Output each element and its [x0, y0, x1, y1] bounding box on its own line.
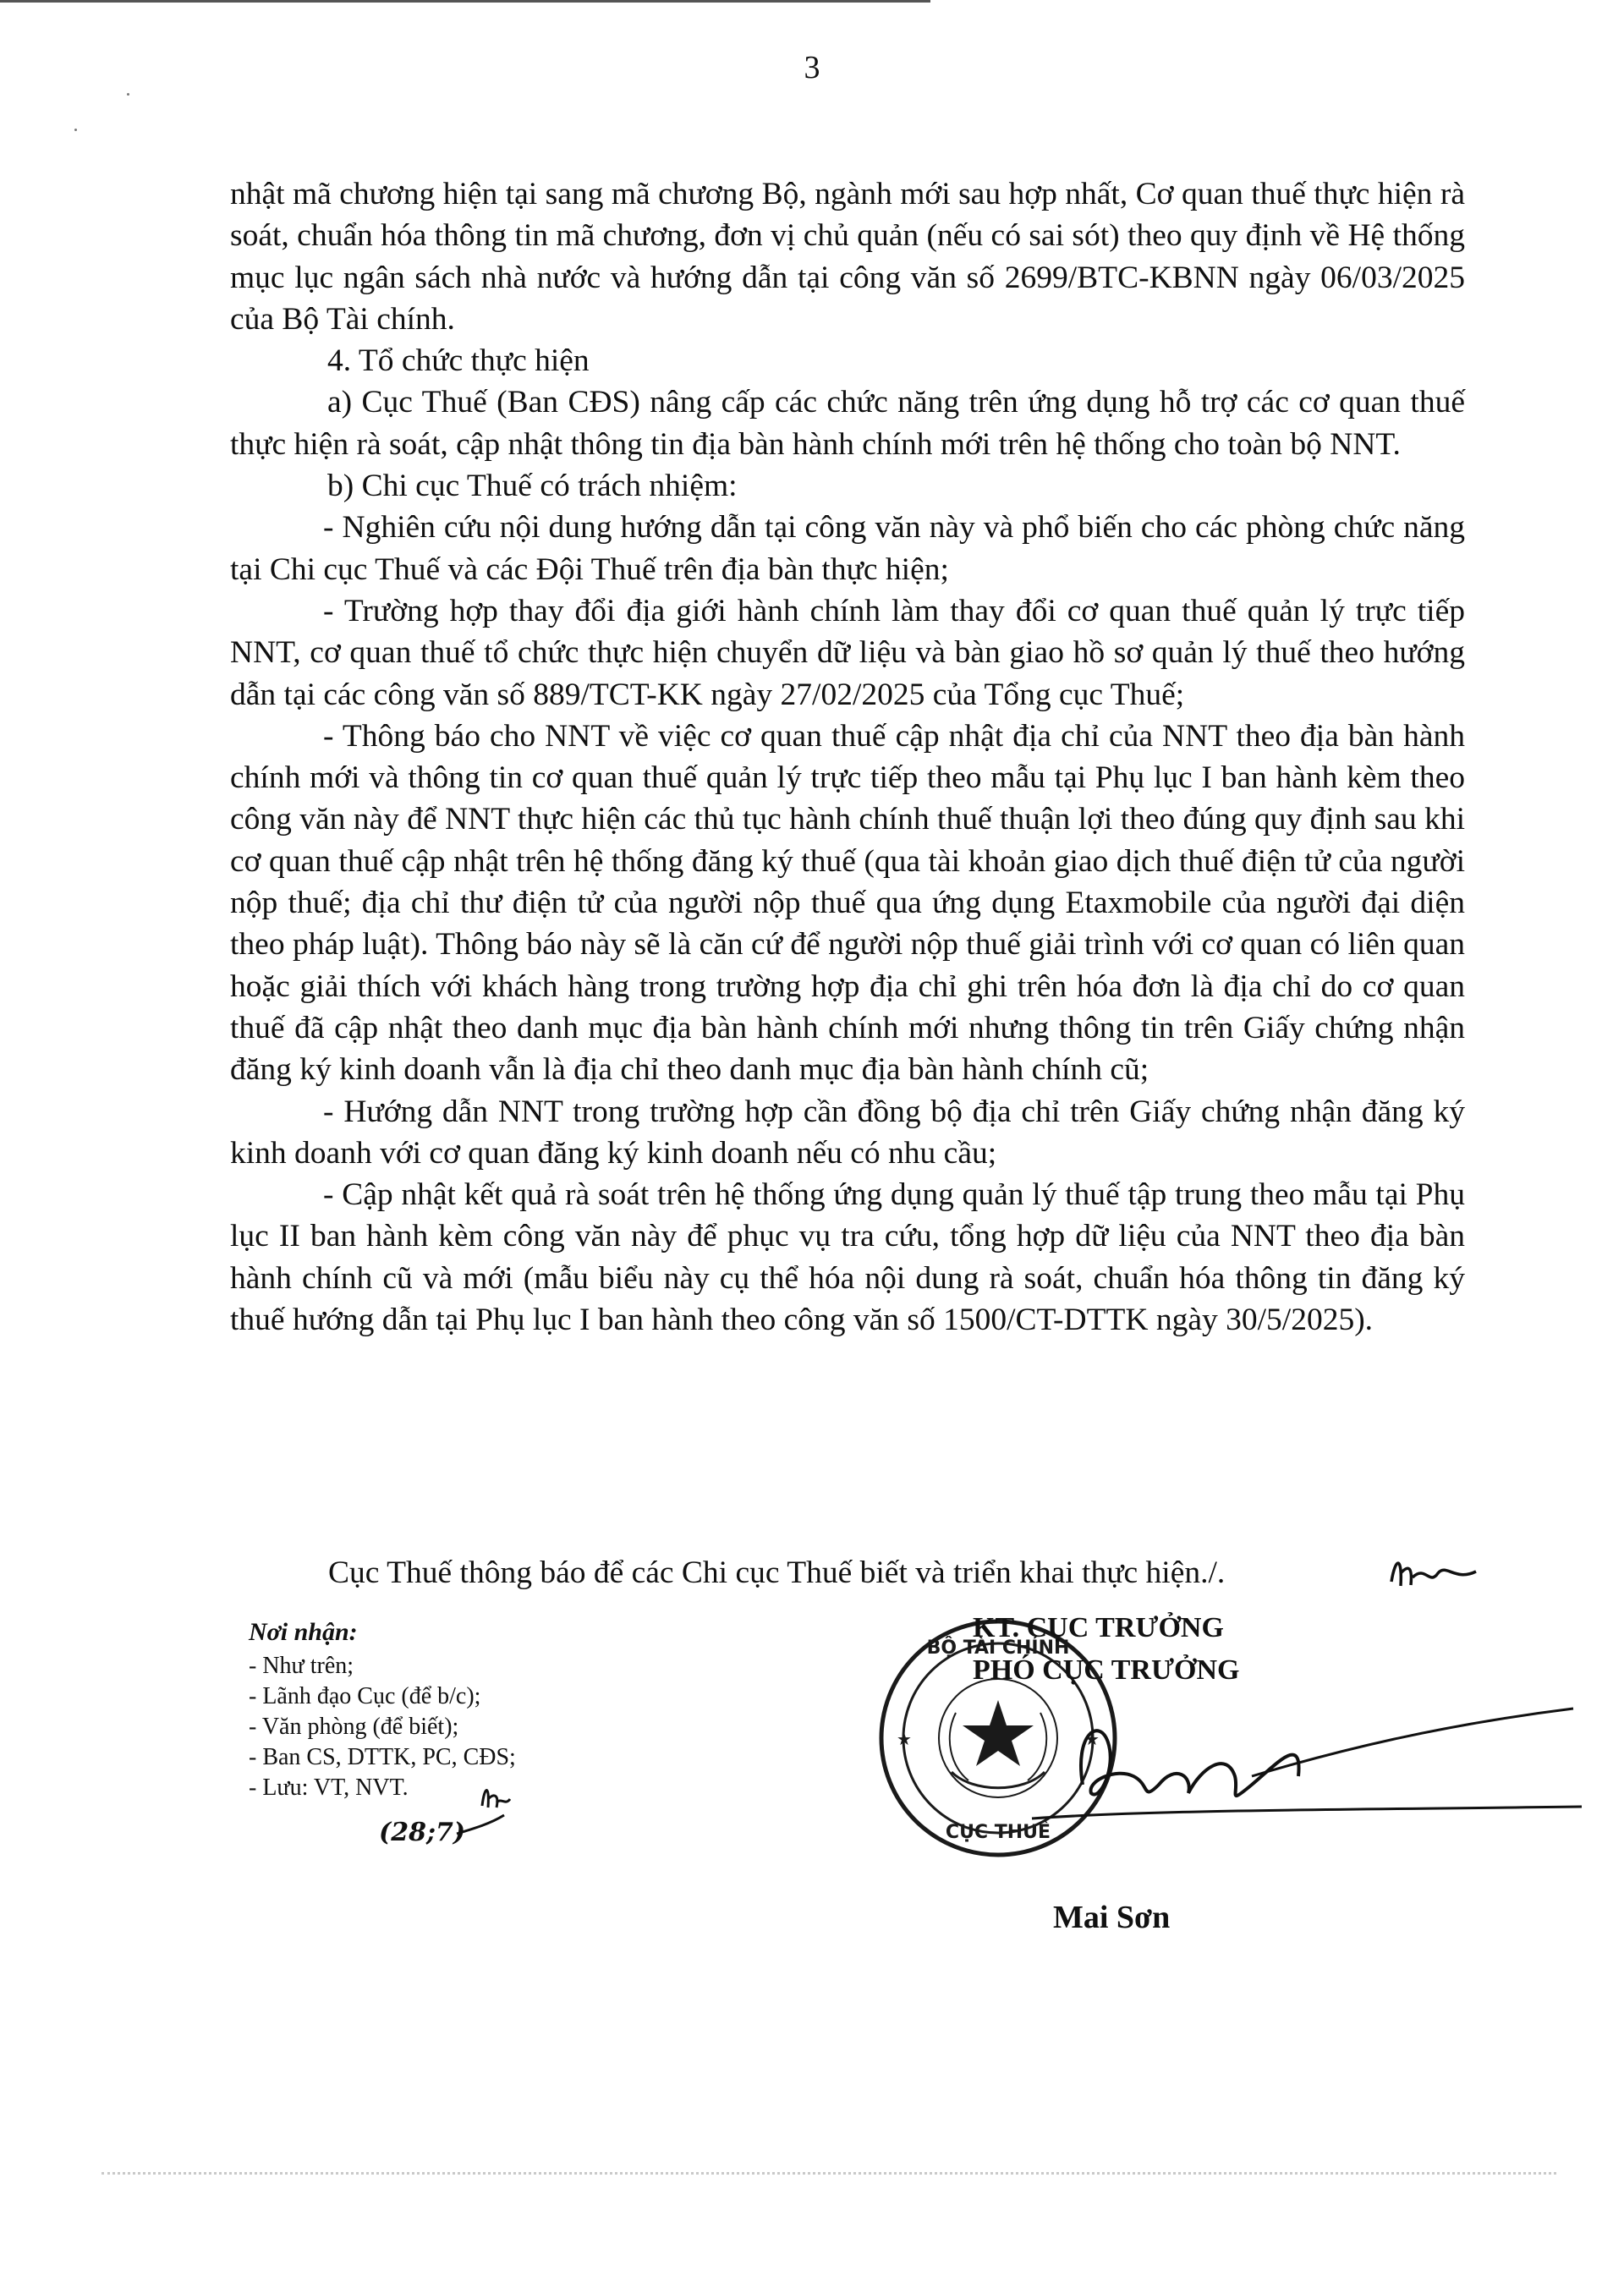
handwritten-note [372, 1808, 508, 1859]
svg-text:CỤC THUẾ: CỤC THUẾ [945, 1822, 1051, 1843]
initials-small [478, 1780, 512, 1814]
svg-text:★: ★ [1084, 1729, 1100, 1749]
svg-text:BỘ TÀI CHÍNH: BỘ TÀI CHÍNH [926, 1637, 1070, 1659]
svg-text:(28;7): (28;7) [379, 1818, 466, 1847]
paragraph-b: b) Chi cục Thuế có trách nhiệm: [327, 469, 738, 504]
recipient-item: - Lưu: VT, NVT. [249, 1775, 409, 1801]
recipient-item: - Ban CS, DTTK, PC, CĐS; [249, 1744, 516, 1770]
scan-speck [74, 129, 77, 131]
recipient-item: - Như trên; [249, 1653, 354, 1679]
svg-text:★: ★ [897, 1729, 912, 1749]
signature-title-block [973, 1607, 1413, 1692]
closing-sentence: Cục Thuế thông báo để các Chi cục Thuế biết và triển khai thực hiện./. [328, 1555, 1226, 1590]
recipients-title: Nơi nhận: [249, 1618, 358, 1646]
bullet-research: - Nghiên cứu nội dung hướng dẫn tại công văn này và phổ biến cho các phòng chức năng tại Chi cục Thuế và các Đội Thuế trên địa bàn thực hiện; [230, 510, 1465, 587]
scan-top-border [0, 0, 930, 3]
handwritten-signature [981, 1683, 1590, 1852]
section-heading-4: 4. Tổ chức thực hiện [327, 343, 590, 379]
recipient-item: - Văn phòng (để biết); [249, 1714, 459, 1740]
page-number: 3 [804, 50, 820, 85]
paragraph-continuation: nhật mã chương hiện tại sang mã chương Bộ, ngành mới sau hợp nhất, Cơ quan thuế thực hiện rà soát, chuẩn hóa thông tin mã chương, đơn vị chủ quản (nếu có sai sót) theo quy định về Hệ thống mục lục ngân sách nhà nước và hướng dẫn tại công văn số 2699/BTC-KBNN ngày 06/03/2025 của Bộ Tài chính. [230, 177, 1465, 337]
bullet-guidance: - Hướng dẫn NNT trong trường hợp cần đồng bộ địa chỉ trên Giấy chứng nhận đăng ký kinh doanh với cơ quan đăng ký kinh doanh nếu có nhu cầu; [230, 1094, 1465, 1171]
bullet-notify: - Thông báo cho NNT về việc cơ quan thuế cập nhật địa chỉ của NNT theo địa bàn hành chính mới và thông tin cơ quan thuế quản lý trực tiếp theo mẫu tại Phụ lục I ban hành kèm theo công văn này để NNT thực hiện các thủ tục hành chính thuế thuận lợi theo đúng quy định sau khi cơ quan thuế cập nhật trên hệ thống đăng ký thuế (qua tài khoản giao dịch thuế điện tử của người nộp thuế; địa chỉ thư điện tử của người nộp thuế qua ứng dụng Etaxmobile của người đại diện theo pháp luật). Thông báo này sẽ là căn cứ để người nộp thuế giải trình với cơ quan có liên quan hoặc giải thích với khách hàng trong trường hợp địa chỉ ghi trên hóa đơn là địa chỉ do cơ quan thuế đã cập nhật theo danh mục địa bàn hành chính mới nhưng thông tin trên Giấy chứng nhận đăng ký kinh doanh vẫn là địa chỉ theo danh mục địa bàn hành chính cũ; [230, 718, 1465, 1088]
bullet-update-results: - Cập nhật kết quả rà soát trên hệ thống ứng dụng quản lý thuế tập trung theo mẫu tại Phụ lục II ban hành kèm công văn này để phục vụ tra cứu, tổng hợp dữ liệu của NNT theo địa bàn hành chính cũ và mới (mẫu biểu này cụ thể hóa nội dung rà soát, chuẩn hóa thông tin đăng ký thuế hướng dẫn tại Phụ lục I ban hành theo công văn số 1500/CT-DTTK ngày 30/5/2025). [230, 1177, 1465, 1338]
recipient-item: - Lãnh đạo Cục (để b/c); [249, 1683, 481, 1709]
bullet-boundary-change: - Trường hợp thay đổi địa giới hành chính làm thay đổi cơ quan thuế quản lý trực tiếp NNT, cơ quan thuế tổ chức thực hiện chuyển dữ liệu và bàn giao hồ sơ quản lý thuế theo hướng dẫn tại các công văn số 889/TCT-KK ngày 27/02/2025 của Tổng cục Thuế; [230, 593, 1465, 712]
signature-title-line1: KT. CỤC TRƯỞNG [973, 1612, 1224, 1643]
paragraph-a: a) Cục Thuế (Ban CĐS) nâng cấp các chức năng trên ứng dụng hỗ trợ các cơ quan thuế thực hiện rà soát, cập nhật thông tin địa bàn hành chính mới trên hệ thống cho toàn bộ NNT. [230, 385, 1465, 462]
signature-title-line2: PHÓ CỤC TRƯỞNG [973, 1654, 1240, 1686]
scan-artifact-line [102, 2172, 1556, 2180]
signer-name: Mai Sơn [1053, 1900, 1171, 1935]
initials-mark [1387, 1548, 1480, 1599]
document-body [230, 173, 1465, 1341]
recipients-block [249, 1617, 516, 1803]
scan-speck [127, 93, 129, 96]
